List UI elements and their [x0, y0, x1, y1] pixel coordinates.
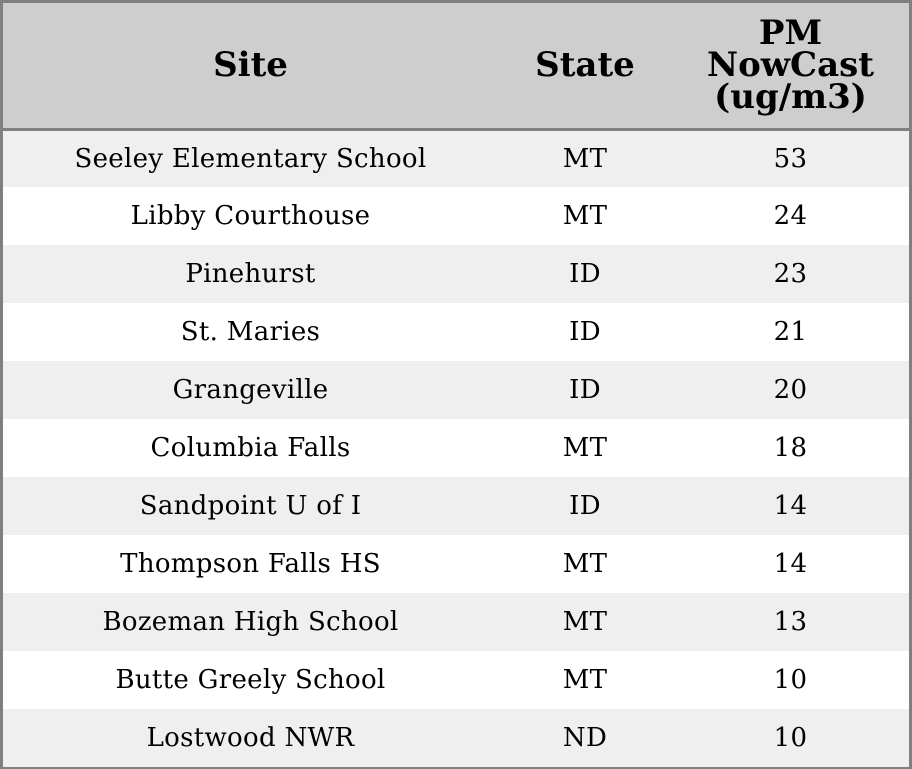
cell-pm: 24: [773, 201, 808, 231]
table-row: [3, 709, 909, 767]
cell-site: Butte Greely School: [115, 665, 386, 695]
table-row: [3, 303, 909, 361]
cell-site: Lostwood NWR: [146, 723, 355, 753]
cell-site: Bozeman High School: [102, 607, 399, 637]
cell-state: MT: [562, 143, 608, 174]
cell-site: St. Maries: [180, 317, 321, 347]
pm-nowcast-table: [3, 3, 909, 767]
cell-pm: 14: [773, 491, 808, 521]
cell-site: Libby Courthouse: [130, 201, 371, 231]
cell-site: Columbia Falls: [150, 433, 351, 463]
cell-state: ID: [569, 491, 601, 521]
cell-site: Grangeville: [172, 375, 329, 405]
cell-state: ID: [569, 375, 601, 405]
table-row: [3, 477, 909, 535]
table-row: [3, 245, 909, 303]
cell-site: Thompson Falls HS: [120, 549, 381, 579]
header-row: [3, 3, 909, 129]
table-row: [3, 651, 909, 709]
table-row: [3, 129, 909, 187]
table-row: [3, 419, 909, 477]
table-row: [3, 535, 909, 593]
cell-pm: 21: [773, 317, 808, 347]
table-row: [3, 593, 909, 651]
cell-pm: 20: [773, 375, 808, 405]
column-header-pm-nowcast: PM NowCast (ug/m3): [672, 3, 909, 129]
cell-state: ND: [562, 723, 608, 753]
cell-state: ID: [569, 317, 601, 347]
cell-site: Seeley Elementary School: [74, 143, 427, 174]
cell-site: Pinehurst: [185, 259, 316, 289]
cell-pm: 10: [773, 665, 808, 695]
cell-pm: 10: [773, 723, 808, 753]
cell-state: MT: [562, 607, 608, 637]
cell-state: MT: [562, 549, 608, 579]
column-header-state: State: [498, 3, 672, 129]
cell-site: Sandpoint U of I: [139, 491, 362, 521]
cell-pm: 23: [773, 259, 808, 289]
cell-state: MT: [562, 201, 608, 231]
cell-pm: 14: [773, 549, 808, 579]
cell-pm: 18: [773, 433, 808, 463]
cell-state: ID: [569, 259, 601, 289]
table-row: [3, 187, 909, 245]
cell-pm: 53: [773, 143, 808, 174]
cell-state: MT: [562, 433, 608, 463]
cell-pm: 13: [773, 607, 808, 637]
cell-state: MT: [562, 665, 608, 695]
column-header-site: Site: [3, 3, 498, 129]
table-row: [3, 361, 909, 419]
